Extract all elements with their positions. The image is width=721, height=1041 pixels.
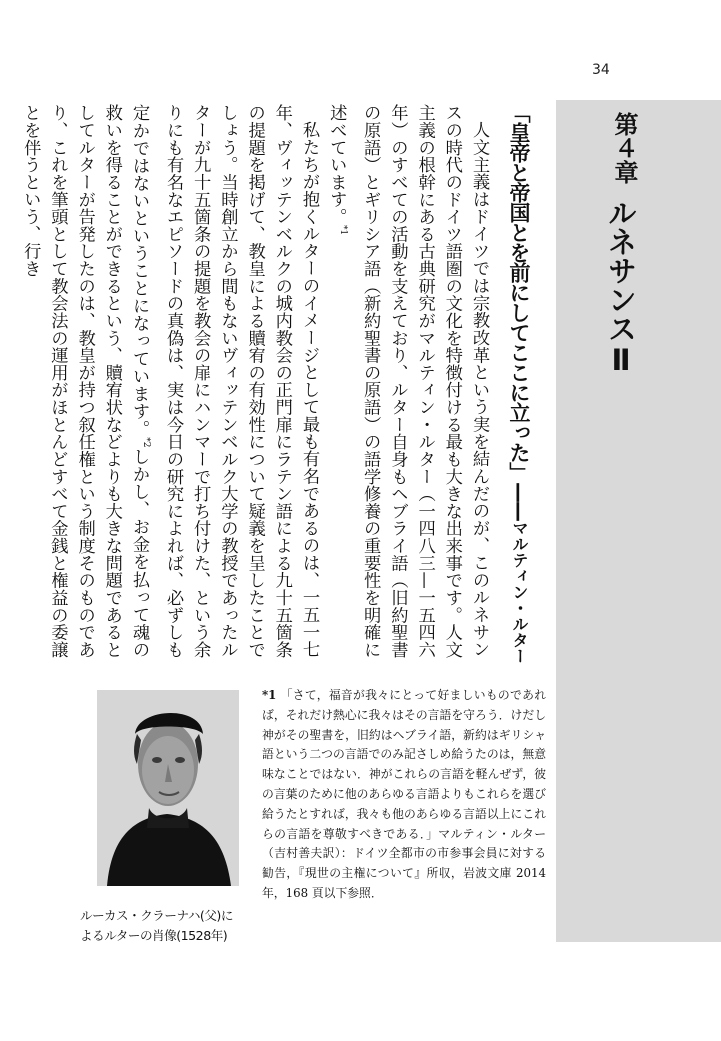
section-heading <box>502 102 536 664</box>
section-heading-quote: 「皇帝と帝国とを前にしてここに立った」 <box>507 102 531 482</box>
body-text-run: 人文主義はドイツでは宗教改革という実を結んだのが、このルネサンスの時代のドイツ語圏の文化を特徴付ける最も大きな出来事です。人文主義の根幹にある古典研究がマルティン・ルター（一四八三—一五四六年）のすべての活動を支えており、ルター自身もヘブライ語（旧約聖書の原語）とギリシア語（新約聖書の原語）の語学修養の重要性を明確に述べています。 <box>326 104 489 658</box>
footnote <box>262 686 546 904</box>
page-number: 34 <box>592 62 610 78</box>
body-text-run: 私たちが抱くルターのイメージとして最も有名であるのは、一五一七年、ヴィッテンベルクの城内教会の正門扉にラテン語による九十五箇条の提題を掲げて、教皇による贖宥の有効性について疑義を呈したことでしょう。当時創立から間もないヴィッテンベルク大学の教授であったルターが九十五箇条の提題を教会の扉にハンマーで打ち付けた、という余りにも有名なエピソードの真偽は、実は今日の研究によれば、必ずしも定かではないということになっています。 <box>129 104 320 658</box>
footnote-text: 「さて，福音が我々にとって好ましいものであれば，それだけ熱心に我々はその言語を守ろう．けだし神がその聖書を，旧約はヘブライ語，新約はギリシャ語という二つの言語でのみ記さしめ給うたのは，無意味なことではない．神がこれらの言語を軽んぜず，彼の言葉のために他のあらゆる言語よりもこれらを選び給うたとすれば，我々も他のあらゆる言語以上にこれらの言語を尊敬すべきである．」マルティン・ルター（吉村善夫訳）：ドイツ全都市の市参事会員に対する勧告，『現世の主権について』所収，岩波文庫 2014 年，168 頁以下参照． <box>262 688 546 900</box>
body-paragraph <box>322 104 492 658</box>
section-heading-dash: —— <box>507 482 531 520</box>
body-text-run: しかし、お金を払って魂の救いを得ることができるという、贖宥状などよりも大きな問題であるとしてルターが告発したのは、教皇が持つ叙任権という制度そのものであり、これを筆頭として教会法の運用がほとんどすべて金銭と権益の委譲とを伴うという、行き <box>20 104 150 659</box>
chapter-title: ルネサンスⅡ <box>604 198 638 377</box>
caption-line: ルーカス・クラーナハ(父)に <box>80 908 233 923</box>
footnote-reference: *2 <box>140 437 151 448</box>
chapter-heading <box>572 112 642 432</box>
luther-portrait <box>97 690 239 886</box>
figure-caption <box>80 906 256 946</box>
chapter-number: 第４章 <box>610 112 638 184</box>
footnote-reference: *1 <box>337 225 348 236</box>
portrait-image <box>97 690 239 886</box>
body-text <box>20 104 492 659</box>
section-heading-person: マルティン・ルター <box>510 520 529 664</box>
caption-line: よるルターの肖像(1528年) <box>80 928 228 943</box>
body-paragraph <box>16 104 322 658</box>
footnote-marker: *1 <box>262 688 277 702</box>
